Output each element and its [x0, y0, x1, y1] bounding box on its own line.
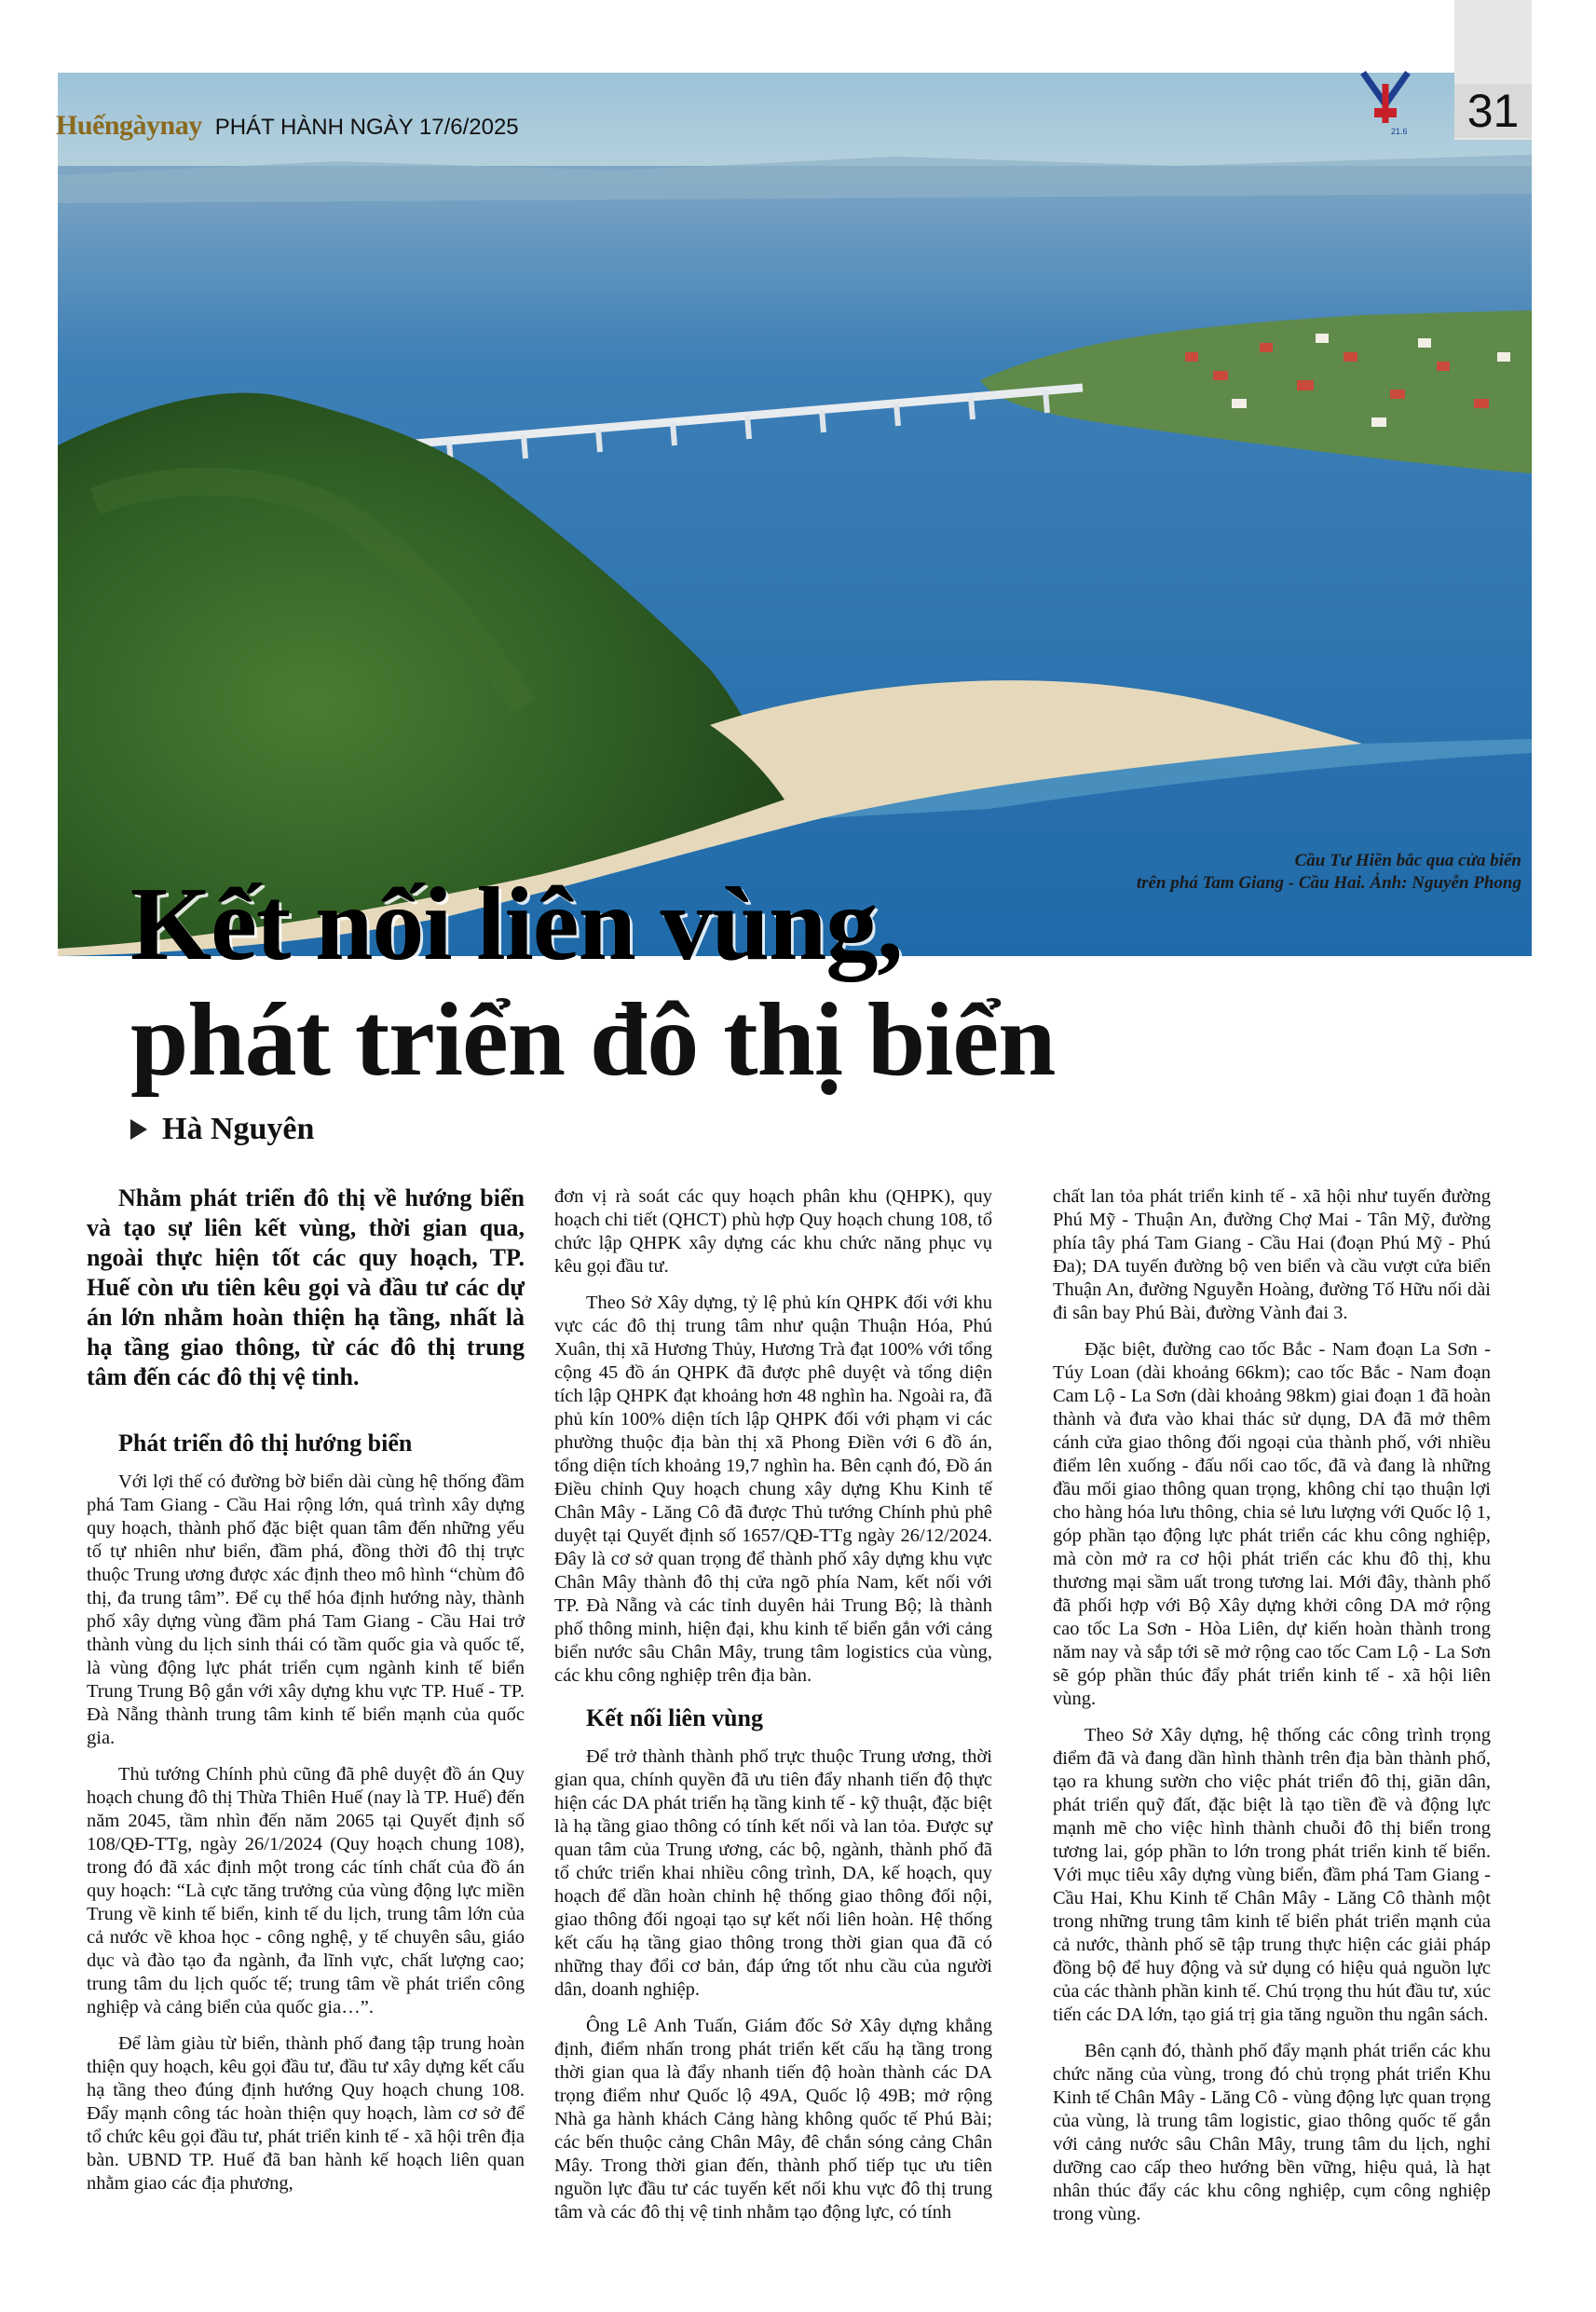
article-lead: Nhằm phát triển đô thị về hướng biển và tạo sự liên kết vùng, thời gian qua, ngoài thực hiện tốt các quy hoạch, TP. Huế còn ưu tiên kêu gọi và đầu tư các dự án lớn nhằm hoàn thiện hạ tầng, nhất là hạ tầng giao thông, từ các đô thị trung tâm đến các đô thị vệ tinh. — [87, 1184, 525, 1390]
subheading-2: Kết nối liên vùng — [586, 1704, 763, 1731]
article-column-3 — [1053, 1185, 1491, 2239]
author-name: Hà Nguyên — [162, 1112, 315, 1146]
paragraph: chất lan tỏa phát triển kinh tế - xã hội như tuyến đường Phú Mỹ - Thuận An, đường Chợ Mai - Tân Mỹ, đường phía tây phá Tam Giang - Cầu Hai (đoạn Phú Mỹ - Phú Đa); DA tuyến đường bộ ven biển và cầu vượt cửa biển Thuận An, đường Nguyễn Hoàng, đường Tố Hữu nối dài đi sân bay Phú Bài, đường Vành đai 3. — [1053, 1186, 1491, 1323]
paragraph: Với lợi thế có đường bờ biển dài cùng hệ thống đầm phá Tam Giang - Cầu Hai rộng lớn, quá trình xây dựng quy hoạch, thành phố đặc biệt quan tâm đến những yếu tố tự nhiên như biển, đầm phá, đồng thời đô thị trực thuộc Trung ương được xác định theo mô hình “chùm đô thị, đa trung tâm”. Để cụ thể hóa định hướng này, thành phố xây dựng vùng đầm phá Tam Giang - Cầu Hai trở thành vùng du lịch sinh thái có tầm quốc gia và quốc tế, là vùng động lực phát triển cụm ngành kinh tế biển Trung Trung Bộ gắn với xây dựng khu vực TP. Huế - TP. Đà Nẵng thành trung tâm kinh tế biển mạnh của quốc gia. — [87, 1471, 525, 1748]
paragraph: Để làm giàu từ biển, thành phố đang tập trung hoàn thiện quy hoạch, kêu gọi đầu tư, đầu tư xây dựng kết cấu hạ tầng theo đúng định hướng Quy hoạch chung 108. Đẩy mạnh công tác hoàn thiện quy hoạch, làm cơ sở để tổ chức kêu gọi đầu tư, phát triển kinh tế - xã hội trên địa bàn. UBND TP. Huế đã ban hành kế hoạch liên quan nhằm giao các địa phương, — [87, 2033, 525, 2194]
hero-photo — [58, 73, 1532, 956]
paragraph: Theo Sở Xây dựng, tỷ lệ phủ kín QHPK đối với khu vực các đô thị trung tâm như quận Thuận Hóa, Phú Xuân, thị xã Hương Thủy, Hương Trà đạt 100% với tổng cộng 45 đồ án QHPK đã được phê duyệt và tổng diện tích lập QHPK đạt khoảng hơn 48 nghìn ha. Ngoài ra, đã phủ kín 100% diện tích lập QHPK đối với phạm vi các phường thuộc địa bàn thị xã Phong Điền với 6 đồ án, tổng diện tích khoảng 19,7 nghìn ha. Bên cạnh đó, Đồ án Điều chỉnh Quy hoạch chung xây dựng Khu Kinh tế Chân Mây - Lăng Cô đã được Thủ tướng Chính phủ phê duyệt tại Quyết định số 1657/QĐ-TTg ngày 26/12/2024. Đây là cơ sở quan trọng để thành phố xây dựng khu vực Chân Mây thành đô thị cửa ngõ phía Nam, kết nối với TP. Đà Nẵng và các tỉnh duyên hải Trung Bộ; là thành phố thông minh, hiện đại, khu kinh tế biển gắn với cảng biển nước sâu Chân Mây, trung tâm logistics của vùng, các khu công nghiệp trên địa bàn. — [554, 1293, 992, 1686]
issue-date: PHÁT HÀNH NGÀY 17/6/2025 — [214, 115, 519, 140]
paragraph: Để trở thành thành phố trực thuộc Trung ương, thời gian qua, chính quyền đã ưu tiên đẩy nhanh tiến độ thực hiện các DA phát triển hạ tầng kinh tế - kỹ thuật, đặc biệt là hạ tầng giao thông có tính kết nối và lan tỏa. Được sự quan tâm của Trung ương, các bộ, ngành, thành phố đã tổ chức triển khai nhiều công trình, DA, kế hoạch, quy hoạch để dần hoàn chỉnh hệ thống giao thông đối nội, giao thông đối ngoại tạo sự kết nối liên hoàn. Hệ thống kết cấu hạ tầng giao thông trong thời gian qua đã có những thay đổi cơ bản, đáp ứng tốt nhu cầu của người dân, doanh nghiệp. — [554, 1746, 992, 2000]
hero-photo-illustration — [58, 73, 1532, 956]
article-title — [130, 867, 1055, 1098]
photo-caption — [1056, 850, 1521, 895]
brand-logo: Huếngàynay — [56, 110, 202, 141]
anniversary-logo-icon — [1356, 67, 1416, 137]
play-triangle-icon — [130, 1119, 147, 1140]
paragraph: Thủ tướng Chính phủ cũng đã phê duyệt đồ án Quy hoạch chung đô thị Thừa Thiên Huế (nay là TP. Huế) đến năm 2045, tầm nhìn đến năm 2065 tại Quyết định số 108/QĐ-TTg, ngày 26/1/2024 (Quy hoạch chung 108), trong đó đã xác định một trong các tính chất của đồ án quy hoạch: “Là cực tăng trưởng của vùng động lực miền Trung về kinh tế biển, kinh tế du lịch, trung tâm lớn của cả nước về khoa học - công nghệ, y tế chuyên sâu, giáo dục và đào tạo đa ngành, đa lĩnh vực, chất lượng cao; trung tâm du lịch quốc tế; trung tâm về phát triển công nghiệp và cảng biển của quốc gia…”. — [87, 1764, 525, 2018]
caption-line-2: trên phá Tam Giang - Cầu Hai. Ảnh: Nguyễn Phong — [1136, 873, 1521, 893]
subheading-1: Phát triển đô thị hướng biển — [118, 1430, 413, 1457]
page-number: 31 — [1454, 84, 1532, 138]
paragraph: Theo Sở Xây dựng, hệ thống các công trình trọng điểm đã và đang dần hình thành trên địa bàn thành phố, tạo ra khung sườn cho việc phát triển đô thị, giãn dân, phát triển quỹ đất, đặc biệt là tạo tiền đề và động lực mạnh mẽ cho việc hình thành chuỗi đô thị biển trong tương lai, góp phần to lớn trong phát triển kinh tế biển. Với mục tiêu xây dựng vùng biển, đầm phá Tam Giang - Cầu Hai, Khu Kinh tế Chân Mây - Lăng Cô thành một trong những trung tâm kinh tế biển phát triển mạnh của cả nước, thành phố sẽ tập trung thực hiện các giải pháp đồng bộ để huy động và sử dụng có hiệu quả nguồn lực của các thành phần kinh tế. Chú trọng thu hút đầu tư, xúc tiến các DA lớn, tạo giá trị gia tăng nguồn thu ngân sách. — [1053, 1725, 1491, 2025]
title-line-1: Kết nối liên vùng, — [130, 867, 903, 982]
article-column-1 — [87, 1183, 525, 2209]
page-header — [56, 110, 519, 147]
title-line-2: phát triển đô thị biển — [130, 982, 1056, 1098]
paragraph: Ông Lê Anh Tuấn, Giám đốc Sở Xây dựng khẳng định, điểm nhấn trong phát triển kết cấu hạ tầng trong thời gian qua là đẩy nhanh tiến độ hoàn thành các DA trọng điểm như Quốc lộ 49A, Quốc lộ 49B; mở rộng Nhà ga hành khách Cảng hàng không quốc tế Phú Bài; các bến thuộc cảng Chân Mây, đê chắn sóng cảng Chân Mây. Trong thời gian đến, thành phố tiếp tục ưu tiên nguồn lực đầu tư các tuyến kết nối khu vực đô thị trung tâm và các đô thị vệ tinh nhằm tạo động lực, có tính — [554, 2016, 992, 2223]
article-column-2 — [554, 1185, 992, 2237]
logo-date: 21.6 — [1391, 127, 1408, 136]
paragraph: đơn vị rà soát các quy hoạch phân khu (QHPK), quy hoạch chi tiết (QHCT) phù hợp Quy hoạch chung 108, tổ chức lập QHPK xây dựng các khu chức năng phục vụ kêu gọi đầu tư. — [554, 1186, 992, 1277]
caption-line-1: Cầu Tư Hiền bắc qua cửa biển — [1294, 851, 1521, 870]
paragraph: Đặc biệt, đường cao tốc Bắc - Nam đoạn La Sơn - Túy Loan (dài khoảng 66km); cao tốc Bắc - Nam đoạn Cam Lộ - La Sơn (dài khoảng 98km) giai đoạn 1 đã hoàn thành và đưa vào khai thác sử dụng, DA đã mở thêm cánh cửa giao thông đối ngoại của thành phố, với nhiều điểm lên xuống - đấu nối cao tốc, đã và đang là những đầu mối giao thông quan trọng, không chỉ tạo thuận lợi cho hàng hóa lưu thông, chia sẻ lưu lượng với Quốc lộ 1, góp phần tạo động lực phát triển các khu công nghiệp, mà còn mở ra cơ hội phát triển các khu đô thị, khu thương mại sầm uất trong tương lai. Mới đây, thành phố đã phối hợp với Bộ Xây dựng khởi công DA mở rộng cao tốc La Sơn - Hòa Liên, dự kiến hoàn thành trong năm nay và sắp tới sẽ mở rộng cao tốc Cam Lộ - La Sơn sẽ góp phần thúc đẩy phát triển kinh tế - xã hội liên vùng. — [1053, 1339, 1491, 1709]
paragraph: Bên cạnh đó, thành phố đẩy mạnh phát triển các khu chức năng của vùng, trong đó chủ trọng phát triển Khu Kinh tế Chân Mây - Lăng Cô - vùng động lực quan trọng của vùng, là trung tâm logistic, giao thông quốc tế gắn với cảng nước sâu Chân Mây, trung tâm du lịch, nghỉ dưỡng cao cấp theo hướng bền vững, hiệu quả, là hạt nhân thúc đẩy các khu công nghiệp, cụm công nghiệp trong vùng. — [1053, 2041, 1491, 2224]
author-byline — [130, 1112, 314, 1147]
